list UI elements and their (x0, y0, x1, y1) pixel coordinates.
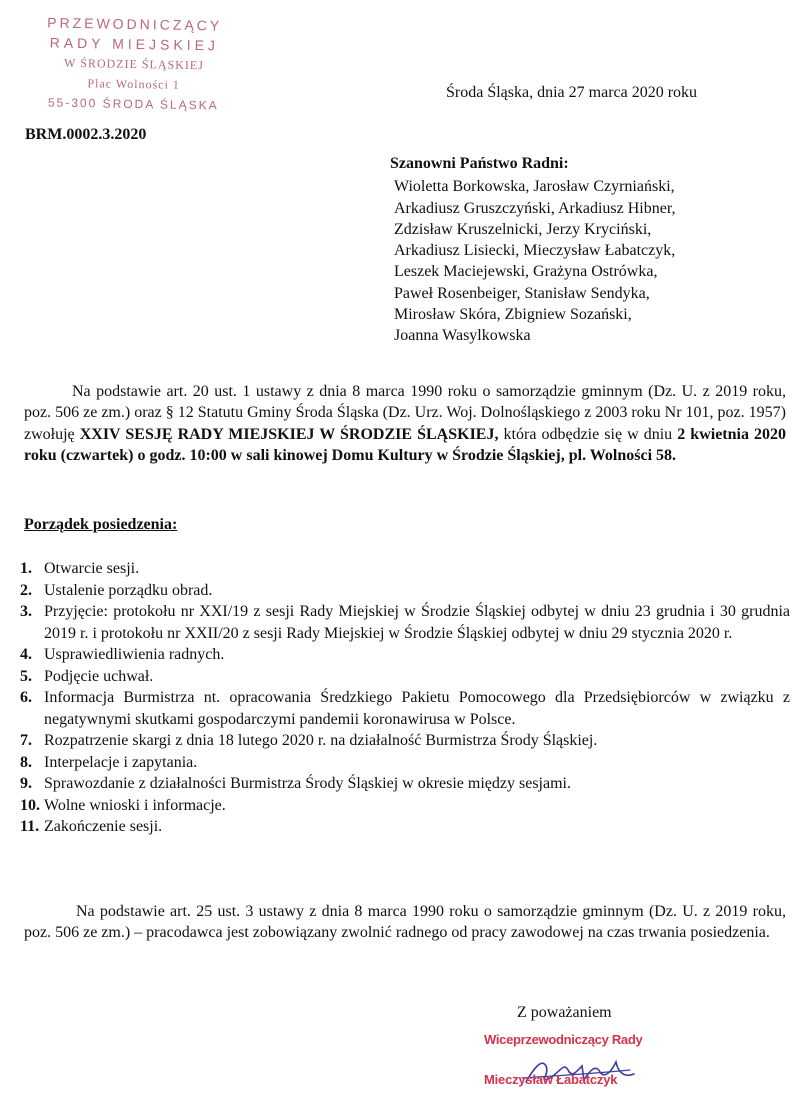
agenda-item (20, 580, 790, 602)
agenda-item-number: 10. (20, 796, 40, 814)
names-line: Mirosław Skóra, Zbigniew Sozański, (394, 306, 632, 324)
agenda-item-number: 11. (20, 818, 40, 835)
agenda-item (20, 730, 790, 752)
session-name: XXIV SESJĘ RADY MIEJSKIEJ W ŚRODZIE ŚLĄSKIEJ, (79, 425, 499, 443)
agenda-item-text: Rozpatrzenie skargi z dnia 18 lutego 2020 r. na działalność Burmistrza Środy Śląskiej. (44, 732, 598, 749)
council-member-names (390, 176, 780, 346)
agenda-item-number: 5. (20, 667, 32, 685)
agenda-item (20, 773, 790, 795)
intro-text: Na podstawie art. 20 ust. 1 ustawy z dnia 8 marca 1990 roku o samorządzie gminnym (Dz. U. z 2019 roku, poz. 506 ze zm.) oraz § 12 Statutu Gminy Środa Śląska (Dz. Urz. Woj. Dolnośląskiego z 2003 roku Nr 101, poz. 1957) zwołuję (24, 383, 786, 443)
agenda-item (20, 644, 790, 666)
agenda-item-number: 3. (20, 603, 32, 620)
convocation-paragraph (24, 381, 786, 467)
stamp-line: RADY MIEJSKIEJ (49, 34, 220, 54)
handwritten-signature (520, 1048, 640, 1094)
agenda-item (20, 666, 790, 688)
agenda-item (20, 601, 790, 644)
names-line: Leszek Maciejewski, Grażyna Ostrówka, (394, 263, 658, 281)
stamp-line: 55-300 ŚRODA ŚLĄSKA (47, 95, 219, 113)
agenda-item-number: 8. (20, 753, 32, 771)
date-line: Środa Śląska, dnia 27 marca 2020 roku (446, 84, 698, 101)
agenda-item-number: 4. (20, 646, 32, 663)
agenda-item-text: Ustalenie porządku obrad. (44, 581, 213, 599)
agenda-item-number: 9. (20, 775, 32, 792)
agenda-item-text: Otwarcie sesji. (44, 560, 140, 577)
agenda-item-text: Usprawiedliwienia radnych. (44, 646, 225, 663)
names-line: Arkadiusz Lisiecki, Mieczysław Łabatczyk, (394, 242, 676, 260)
agenda-item (20, 558, 790, 580)
signatory-name-stamp: Mieczysław Łabatczyk (484, 1072, 618, 1087)
names-line: Arkadiusz Gruszczyński, Arkadiusz Hibner, (394, 199, 676, 217)
stamp-line: PRZEWODNICZĄCY (47, 14, 223, 34)
agenda-item-text: Wolne wnioski i informacje. (44, 796, 226, 814)
agenda-item-number: 2. (20, 581, 32, 599)
greeting: Szanowni Państwo Radni: (390, 155, 569, 172)
names-line: Joanna Wasylkowska (394, 327, 531, 345)
names-line: Wioletta Borkowska, Jarosław Czyrniański, (394, 178, 675, 196)
agenda-item-text: Informacja Burmistrza nt. opracowania Średzkiego Pakietu Pomocowego dla Przedsiębiorców w związku z negatywnymi skutkami gospodarczymi pandemii koronawirusa w Polsce. (44, 689, 790, 728)
agenda-heading: Porządek posiedzenia: (24, 516, 178, 533)
agenda-item (20, 752, 790, 774)
session-date-place: 2 kwietnia 2020 roku (czwartek) o godz. 10:00 w sali kinowej Domu Kultury w Środzie Śląskiej, pl. Wolności 58. (24, 425, 787, 465)
agenda-item-text: Podjęcie uchwał. (44, 667, 154, 685)
agenda-list (20, 558, 790, 838)
signatory-title-stamp: Wiceprzewodniczący Rady (484, 1032, 643, 1047)
agenda-item (20, 687, 790, 730)
agenda-item-text: Interpelacje i zapytania. (44, 753, 198, 771)
agenda-item-text: Sprawozdanie z działalności Burmistrza Środy Śląskiej w okresie między sesjami. (44, 775, 571, 792)
employer-notice-paragraph: Na podstawie art. 25 ust. 3 ustawy z dnia 8 marca 1990 roku o samorządzie gminnym (Dz. U. z 2019 roku, poz. 506 ze zm.) – pracodawca jest zobowiązany zwolnić radnego od pracy zawodowej na czas trwania posiedzenia. (24, 903, 786, 942)
intro-text: która odbędzie się w dniu (498, 425, 678, 443)
official-stamp (23, 12, 245, 116)
names-line: Paweł Rosenbeiger, Stanisław Sendyka, (394, 284, 650, 302)
agenda-item (20, 795, 790, 817)
agenda-item (20, 816, 790, 838)
regards-line: Z poważaniem (517, 1004, 612, 1021)
agenda-item-number: 7. (20, 732, 32, 749)
stamp-line: W ŚRODZIE ŚLĄSKIEJ (63, 55, 205, 73)
addressee-block (390, 153, 780, 347)
names-line: Zdzisław Kruszelnicki, Jerzy Kryciński, (394, 220, 652, 238)
agenda-item-number: 1. (20, 560, 32, 577)
agenda-item-text: Zakończenie sesji. (44, 818, 163, 835)
agenda-item-number: 6. (20, 689, 32, 706)
agenda-item-text: Przyjęcie: protokołu nr XXI/19 z sesji Rady Miejskiej w Środzie Śląskiej odbytej w dniu 23 grudnia i 30 grudnia 2019 r. i protokołu nr XXII/20 z sesji Rady Miejskiej w Środzie Śląskiej odbytej w dniu 29 stycznia 2020 r. (44, 603, 790, 642)
stamp-line: Plac Wolności 1 (87, 76, 181, 92)
reference-number: BRM.0002.3.2020 (25, 126, 147, 143)
